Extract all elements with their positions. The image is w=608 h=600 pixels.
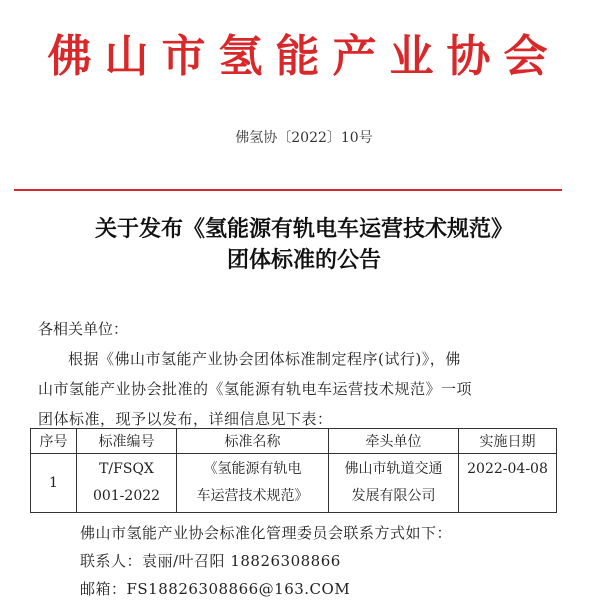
- notice-title: [0, 214, 608, 276]
- standard-table: [30, 428, 557, 513]
- contact-intro: 佛山市氢能产业协会标准化管理委员会联系方式如下：: [80, 524, 453, 542]
- body-line: 团体标准，现予以发布，详细信息见下表：: [38, 410, 333, 428]
- code-line: T/FSQX: [99, 461, 154, 477]
- column-header: 标准编号: [77, 429, 177, 454]
- column-header: 牵头单位: [329, 429, 459, 454]
- lead-organization: [329, 454, 459, 513]
- org-line: 发展有限公司: [351, 488, 436, 504]
- body-line: 根据《佛山市氢能产业协会团体标准制定程序(试行)》，佛: [68, 350, 461, 368]
- red-divider: [14, 189, 562, 191]
- table-header-row: [31, 429, 557, 454]
- org-line: 佛山市轨道交通: [344, 461, 443, 477]
- contact-email: 邮箱：FS18826308866@163.COM: [80, 580, 351, 598]
- document-number: 佛氢协〔2022〕10号: [235, 130, 373, 146]
- column-header: 序号: [31, 429, 77, 454]
- row-index: 1: [31, 454, 77, 513]
- standard-code: [77, 454, 177, 513]
- column-header: 标准名称: [177, 429, 329, 454]
- table-row: [31, 454, 557, 513]
- name-line: 《氢能源有轨电: [203, 461, 302, 477]
- body-paragraph: [38, 344, 606, 434]
- effective-date: 2022-04-08: [459, 454, 557, 513]
- contact-person: 联系人：袁丽/叶召阳 18826308866: [80, 552, 341, 570]
- column-header: 实施日期: [459, 429, 557, 454]
- body-line: 山市氢能产业协会批准的《氢能源有轨电车运营技术规范》一项: [38, 380, 473, 398]
- association-title: 佛山市氢能产业协会: [47, 31, 561, 82]
- notice-title-line1: 关于发布《氢能源有轨电车运营技术规范》: [94, 217, 513, 242]
- salutation: 各相关单位：: [38, 320, 129, 338]
- notice-title-line2: 团体标准的公告: [226, 248, 381, 273]
- code-line: 001-2022: [92, 488, 161, 504]
- standard-name: [177, 454, 329, 513]
- name-line: 车运营技术规范》: [196, 488, 309, 504]
